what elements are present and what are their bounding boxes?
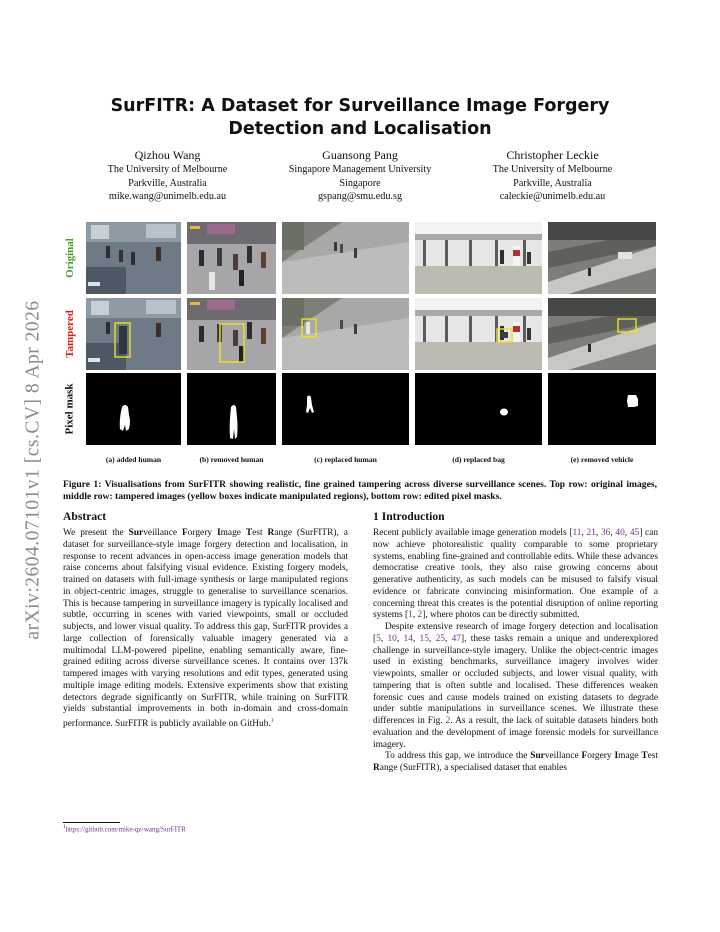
subcaption-b: (b) removed human: [199, 455, 264, 464]
row-label-mask-text: Pixel mask: [64, 383, 76, 435]
citation-link[interactable]: 47: [451, 633, 461, 644]
figure-image-b-tampered: [187, 298, 276, 370]
author-email[interactable]: caleckie@unimelb.edu.au: [499, 191, 606, 203]
row-label-tampered-text: Tampered: [64, 310, 76, 358]
figure-image-a-original: [86, 222, 181, 294]
citation-link[interactable]: 45: [629, 528, 640, 538]
author-block-1: [80, 148, 255, 204]
citation-link[interactable]: 11: [572, 528, 582, 538]
citation-link[interactable]: 5: [376, 633, 381, 644]
author-location: Singapore: [339, 177, 381, 189]
citation-link[interactable]: 40: [615, 528, 625, 538]
figure-mask-a: [86, 373, 181, 445]
citation-link[interactable]: 10: [387, 633, 397, 644]
subcaption-c: (c) replaced human: [314, 455, 377, 464]
intro-paragraph-1: Recent publicly available image generation models [11, 21, 36, 40, 45] can now achieve photorealistic quality comparable to some proprietary systems, enabling fine-grained and controllable edits. While these advances democratise creative tools, they also raise growing concerns about generative authenticity, as such models can be misused to falsify visual evidence or fabricate convincing misinformation. One example of a concerning threat this creates is the potential disruption of online reporting systems [1, 2], where photos can be directly submitted.: [373, 528, 659, 621]
abstract-paragraph: We present the Surveillance Forgery Image Test Range (SurFITR), a dataset for surveillance-style image forgery detection and localisation, in response to recent advances in open-access image generation models that raise concerns about falsifying visual evidence. Existing forgery models, trained on datasets with full-image synthesis or large manipulated regions in object-centric images, struggle to generalise to surveillance scenarios. This is because tampering in surveillance imagery is typically localised and subtle, occurring in scenes with varied viewpoints, small or occluded subjects, and lower visual quality. To address this gap, SurFITR provides a large collection of forensically valuable imagery generated via a multimodal LLM-powered pipeline, enabling semantically aware, fine-grained editing across diverse surveillance scenes. It contains over 137k tampered images with varying resolutions and edit types, generated using multiple image editing models. Extensive experiments show that existing detectors degrade significantly on SurFITR, while training on SurFITR yields substantial improvements in both in-domain and cross-domain performance. SurFITR is publicly available on GitHub.$^1$: [63, 528, 348, 730]
arxiv-id: arXiv:2604.07101v1 [cs.CV] 8 Apr 2026: [23, 300, 45, 640]
row-label-mask: [60, 373, 80, 445]
figure-ref[interactable]: 2: [445, 716, 451, 726]
footnote: [63, 825, 186, 833]
introduction-heading: 1 Introduction: [373, 510, 445, 523]
row-label-tampered: [60, 298, 80, 370]
title-line-2: Detection and Localisation: [228, 119, 492, 139]
citation-link[interactable]: 21: [586, 528, 596, 538]
figure-caption: Figure 1: Visualisations from SurFITR showing realistic, fine grained tampering across diverse surveillance scenes. Top row: original images, middle row: tampered images (yellow boxes indicate manipulated regions), bottom row: edited pixel masks.: [63, 479, 657, 503]
figure-image-d-original: [415, 222, 542, 294]
arxiv-side-stamp: [22, 260, 46, 680]
subcaption-e: (e) removed vehicle: [570, 455, 634, 464]
introduction-body: [373, 528, 658, 775]
subcaption-d: (d) replaced bag: [452, 455, 505, 464]
figure-image-d-tampered: [415, 298, 542, 370]
footnote-link[interactable]: https://github.com/mike-qz-wang/SurFITR: [65, 825, 186, 834]
citation-link[interactable]: 2: [417, 610, 423, 621]
figure-image-c-original: [282, 222, 409, 294]
figure-mask-c: [282, 373, 409, 445]
figure-mask-d: [415, 373, 542, 445]
figure-image-b-original: [187, 222, 276, 294]
row-label-original-text: Original: [64, 238, 77, 278]
subcaption-a: (a) added human: [105, 455, 162, 464]
citation-link[interactable]: 36: [600, 528, 611, 538]
abstract-heading: Abstract: [63, 510, 107, 523]
footnote-ref[interactable]: 1: [270, 718, 274, 724]
author-affiliation: The University of Melbourne: [492, 164, 613, 175]
figure-mask-e: [548, 373, 656, 445]
paper-title: [60, 95, 660, 141]
citation-link[interactable]: 25: [435, 633, 445, 644]
citation-link[interactable]: 15: [419, 633, 429, 644]
footnote-rule: [63, 822, 120, 823]
author-affiliation: The University of Melbourne: [107, 164, 228, 175]
author-name: Qizhou Wang: [134, 148, 201, 162]
author-block-3: [465, 148, 640, 204]
figure-image-e-original: [548, 222, 656, 294]
figure-mask-b: [187, 373, 276, 445]
title-line-1: SurFITR: A Dataset for Surveillance Image Forgery: [110, 96, 610, 116]
author-name: Christopher Leckie: [506, 148, 599, 162]
citation-link[interactable]: 14: [403, 633, 413, 644]
intro-paragraph-3: To address this gap, we introduce the Surveillance Forgery Image Test Range (SurFITR), a specialised dataset that enables: [373, 751, 658, 773]
author-location: Parkville, Australia: [128, 177, 207, 189]
figure-image-e-tampered: [548, 298, 656, 370]
intro-paragraph-2: Despite extensive research of image forgery detection and localisation [5, 10, 14, 15, 25, 47], these tasks remain a unique and underexplored challenge in surveillance-style imagery. Unlike the object-centric images used in existing benchmarks, surveillance imagery involves wider viewpoints, smaller or occluded subjects, and lower visual quality, with tampering that is often subtle and localised. These differences weaken forensic cues and cause models trained on existing datasets to degrade under subtle manipulations in surveillance scenes. We illustrate these differences in Fig. 2. As a result, the lack of suitable datasets hinders both evaluation and the development of image forensic models for surveillance imagery.: [373, 622, 659, 750]
author-block-2: [268, 148, 452, 204]
author-email[interactable]: mike.wang@unimelb.edu.au: [108, 191, 227, 203]
author-affiliation: Singapore Management University: [288, 164, 432, 175]
abstract-body: [63, 528, 348, 731]
row-label-original: [60, 222, 80, 294]
author-location: Parkville, Australia: [513, 177, 592, 189]
author-email[interactable]: gspang@smu.edu.sg: [317, 191, 403, 203]
author-name: Guansong Pang: [322, 148, 398, 162]
figure-image-c-tampered: [282, 298, 409, 370]
citation-link[interactable]: 1: [408, 610, 413, 621]
figure-image-a-tampered: [86, 298, 181, 370]
footnote-mark: 1: [63, 825, 66, 830]
